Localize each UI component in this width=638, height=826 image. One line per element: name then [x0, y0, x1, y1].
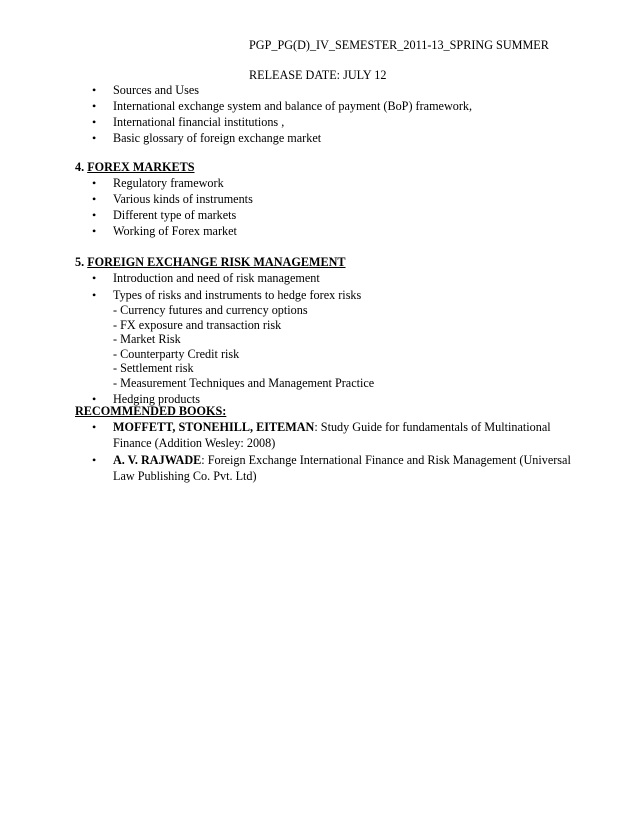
bullet-icon: • [92, 391, 97, 406]
list-item: • International financial institutions , [92, 115, 285, 129]
list-item: • Basic glossary of foreign exchange market [92, 131, 322, 145]
list-item: • Introduction and need of risk management [92, 271, 320, 285]
list-item [75, 452, 575, 484]
book-authors: A. V. RAJWADE [113, 453, 202, 467]
section-4-title: FOREX MARKETS [87, 160, 195, 174]
bullet-icon: • [92, 208, 97, 222]
book-authors: MOFFETT, STONEHILL, EITEMAN [113, 420, 315, 434]
book-details: : Foreign Exchange International Finance and Risk Management (Universal Law Publishing Co. Pvt. Ltd) [113, 453, 571, 483]
sub-item: - Measurement Techniques and Management Practice [113, 375, 375, 390]
section-4 [75, 159, 575, 239]
sub-item: - Settlement risk [113, 361, 194, 376]
intro-list [75, 82, 575, 146]
list-item: • Hedging products [92, 391, 200, 406]
section-5-heading: 5. FOREIGN EXCHANGE RISK MANAGEMENT [75, 255, 346, 269]
list-item: • International exchange system and balance of payment (BoP) framework, [92, 99, 473, 113]
list-item: • Various kinds of instruments [92, 192, 253, 206]
bullet-icon: • [92, 192, 97, 206]
intro-list-block [75, 82, 575, 146]
section-5-list [75, 270, 575, 407]
bullet-icon: • [92, 115, 97, 129]
bullet-icon: • [92, 288, 97, 302]
bullet-icon: • [92, 176, 97, 190]
list-item [75, 419, 575, 451]
list-item: • Different type of markets [92, 208, 237, 222]
recommended-books [75, 403, 575, 484]
list-item: • Regulatory framework [92, 176, 224, 190]
bullet-icon: • [92, 83, 97, 97]
bullet-icon: • [92, 453, 97, 467]
section-4-list [75, 175, 575, 239]
list-item: • Working of Forex market [92, 224, 237, 238]
book-details: : Study Guide for fundamentals of Multinational Finance (Addition Wesley: 2008) [113, 420, 551, 450]
header-line-2: RELEASE DATE: JULY 12 [249, 68, 387, 82]
section-4-heading: 4. FOREX MARKETS [75, 160, 195, 174]
bullet-icon: • [92, 420, 97, 434]
bullet-icon: • [92, 271, 97, 285]
books-list [75, 419, 575, 484]
section-5-title: FOREIGN EXCHANGE RISK MANAGEMENT [87, 255, 346, 269]
sub-item: - Market Risk [113, 332, 181, 347]
sub-item: - Currency futures and currency options [113, 303, 308, 317]
sub-item: - FX exposure and transaction risk [113, 317, 282, 332]
section-5 [75, 254, 575, 407]
list-item: • Types of risks and instruments to hedge forex risks - Currency futures and currency options - FX exposure and transaction risk - Market Risk - Counterparty Credit risk - Settlement risk - Measurement Techniques and Management Practice [75, 287, 575, 391]
bullet-icon: • [92, 99, 97, 113]
bullet-icon: • [92, 131, 97, 145]
recommended-books-heading: RECOMMENDED BOOKS: [75, 404, 227, 418]
list-item: • Sources and Uses [92, 83, 199, 97]
sub-item: - Counterparty Credit risk [113, 346, 240, 361]
header-line-1: PGP_PG(D)_IV_SEMESTER_2011-13_SPRING SUMMER [249, 38, 549, 52]
bullet-icon: • [92, 224, 97, 238]
